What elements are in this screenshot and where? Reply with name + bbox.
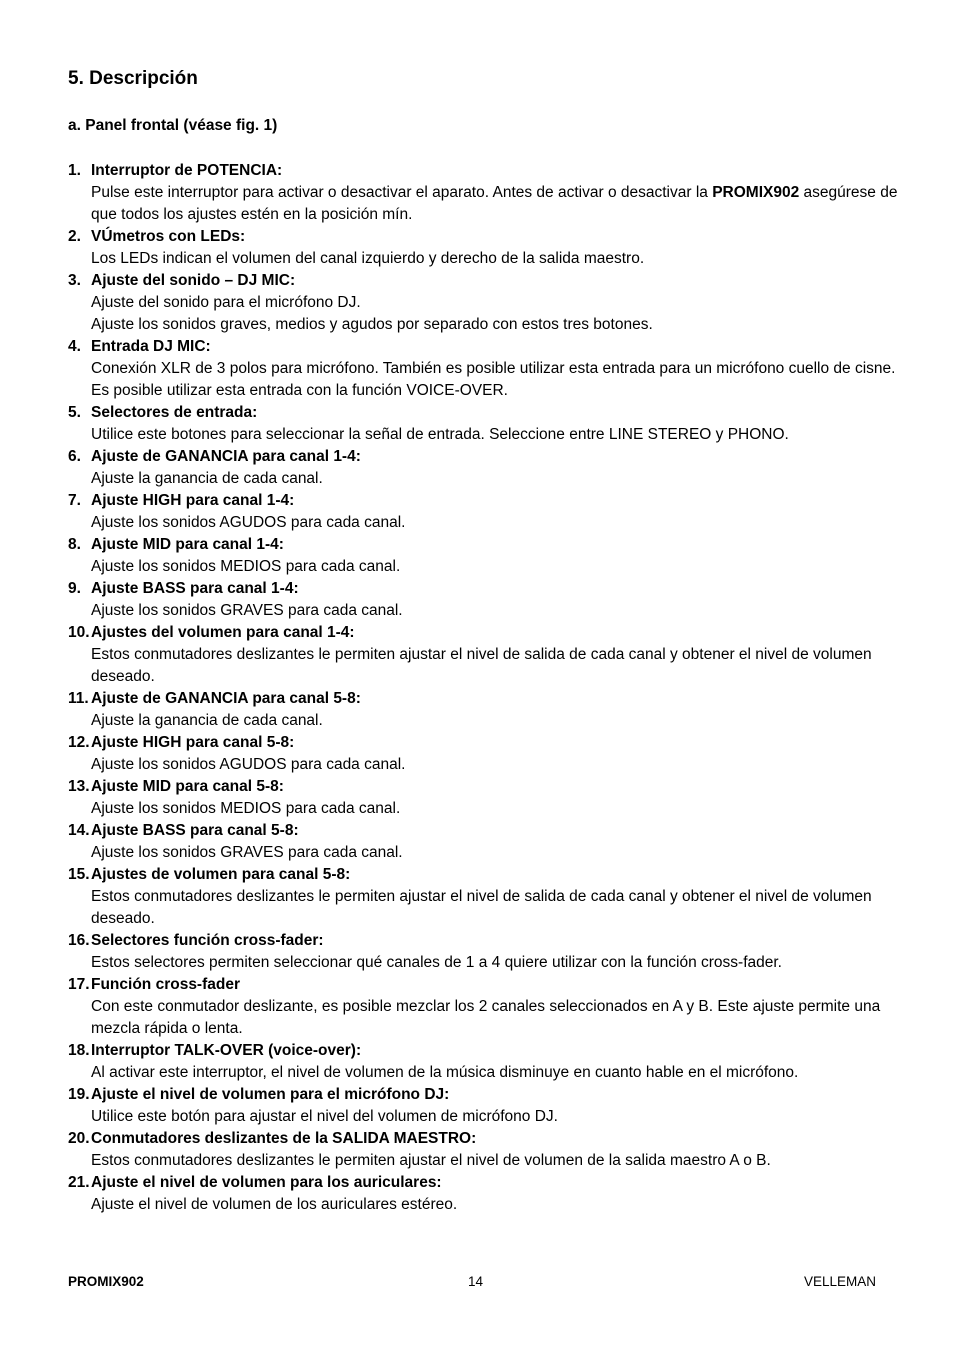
item-heading: Función cross-fader — [91, 976, 240, 993]
item-number: 16. — [68, 932, 90, 949]
item-number: 5. — [68, 404, 81, 421]
list-item — [68, 270, 898, 336]
list-item — [68, 622, 898, 688]
item-description — [91, 182, 898, 226]
item-heading: Ajuste MID para canal 1-4: — [91, 536, 284, 553]
item-heading: Ajuste de GANANCIA para canal 5-8: — [91, 690, 361, 707]
item-number: 19. — [68, 1086, 90, 1103]
item-heading: Entrada DJ MIC: — [91, 338, 211, 355]
item-number: 14. — [68, 822, 90, 839]
item-description: Ajuste los sonidos MEDIOS para cada canal. — [91, 558, 401, 575]
item-description: Utilice este botón para ajustar el nivel del volumen de micrófono DJ. — [91, 1108, 558, 1125]
item-heading: VÚmetros con LEDs: — [91, 228, 246, 245]
item-number: 4. — [68, 338, 81, 355]
item-number: 6. — [68, 448, 81, 465]
footer-page-number: 14 — [468, 1274, 484, 1289]
list-item — [68, 732, 898, 776]
list-item — [68, 490, 898, 534]
item-heading: Ajuste BASS para canal 1-4: — [91, 580, 299, 597]
product-name: PROMIX902 — [712, 184, 800, 201]
item-number: 15. — [68, 866, 90, 883]
item-description: Los LEDs indican el volumen del canal izquierdo y derecho de la salida maestro. — [91, 250, 645, 267]
item-description: Ajuste los sonidos MEDIOS para cada canal. — [91, 800, 401, 817]
item-heading: Interruptor de POTENCIA: — [91, 162, 283, 179]
list-item — [68, 578, 898, 622]
item-heading: Ajuste HIGH para canal 1-4: — [91, 492, 295, 509]
item-description: Estos conmutadores deslizantes le permiten ajustar el nivel de salida de cada canal y obtener el nivel de volumen deseado. — [91, 888, 872, 927]
item-description: Ajuste del sonido para el micrófono DJ. — [91, 294, 361, 311]
list-item — [68, 534, 898, 578]
item-number: 21. — [68, 1174, 90, 1191]
list-item — [68, 930, 898, 974]
item-description: Ajuste los sonidos graves, medios y agudos por separado con estos tres botones. — [91, 316, 653, 333]
page-title: 5. Descripción — [68, 68, 198, 89]
item-description: Al activar este interruptor, el nivel de volumen de la música disminuye en cuanto hable en el micrófono. — [91, 1064, 799, 1081]
footer-model: PROMIX902 — [68, 1274, 144, 1289]
item-heading: Ajuste HIGH para canal 5-8: — [91, 734, 295, 751]
item-heading: Conmutadores deslizantes de la SALIDA MAESTRO: — [91, 1130, 477, 1147]
list-item — [68, 226, 898, 270]
list-item — [68, 1172, 898, 1216]
item-description: Es posible utilizar esta entrada con la función VOICE-OVER. — [91, 382, 508, 399]
item-description: Utilice este botones para seleccionar la señal de entrada. Seleccione entre LINE STEREO y PHONO. — [91, 426, 789, 443]
list-item — [68, 1128, 898, 1172]
item-number: 2. — [68, 228, 81, 245]
item-heading: Ajuste el nivel de volumen para los auriculares: — [91, 1174, 442, 1191]
item-description: Ajuste los sonidos GRAVES para cada canal. — [91, 844, 403, 861]
description-list — [68, 160, 898, 1216]
list-item — [68, 446, 898, 490]
item-number: 1. — [68, 162, 81, 179]
item-description: Ajuste la ganancia de cada canal. — [91, 470, 323, 487]
item-heading: Ajustes de volumen para canal 5-8: — [91, 866, 351, 883]
list-item — [68, 820, 898, 864]
item-heading: Ajuste BASS para canal 5-8: — [91, 822, 299, 839]
item-heading: Ajuste MID para canal 5-8: — [91, 778, 284, 795]
list-item — [68, 776, 898, 820]
item-description: Estos conmutadores deslizantes le permiten ajustar el nivel de volumen de la salida maestro A o B. — [91, 1152, 771, 1169]
footer-brand: VELLEMAN — [803, 1274, 876, 1289]
item-number: 3. — [68, 272, 81, 289]
item-heading: Ajuste el nivel de volumen para el micrófono DJ: — [91, 1086, 450, 1103]
item-number: 18. — [68, 1042, 90, 1059]
item-description: Ajuste los sonidos AGUDOS para cada canal. — [91, 514, 406, 531]
list-item — [68, 974, 898, 1040]
item-heading: Selectores de entrada: — [91, 404, 258, 421]
description-text: asegúrese de que todos los ajustes estén en la posición mín. — [91, 184, 898, 223]
item-description: Con este conmutador deslizante, es posible mezclar los 2 canales seleccionados en A y B. Este ajuste permite una mezcla rápida o lenta. — [91, 998, 881, 1037]
item-number: 9. — [68, 580, 81, 597]
item-description: Estos selectores permiten seleccionar qué canales de 1 a 4 quiere utilizar con la función cross-fader. — [91, 954, 782, 971]
item-heading: Interruptor TALK-OVER (voice-over): — [91, 1042, 362, 1059]
item-description: Ajuste la ganancia de cada canal. — [91, 712, 323, 729]
item-number: 17. — [68, 976, 90, 993]
item-description: Estos conmutadores deslizantes le permiten ajustar el nivel de salida de cada canal y obtener el nivel de volumen deseado. — [91, 646, 872, 685]
item-heading: Ajuste de GANANCIA para canal 1-4: — [91, 448, 361, 465]
subsection-heading: a. Panel frontal (véase fig. 1) — [68, 117, 278, 134]
item-number: 12. — [68, 734, 90, 751]
item-description: Ajuste los sonidos GRAVES para cada canal. — [91, 602, 403, 619]
list-item — [68, 336, 898, 402]
item-number: 7. — [68, 492, 81, 509]
list-item — [68, 402, 898, 446]
item-heading: Ajustes del volumen para canal 1-4: — [91, 624, 355, 641]
list-item — [68, 160, 898, 226]
item-description: Ajuste el nivel de volumen de los auriculares estéreo. — [91, 1196, 458, 1213]
list-item — [68, 688, 898, 732]
list-item — [68, 1084, 898, 1128]
description-text: Pulse este interruptor para activar o desactivar el aparato. Antes de activar o desactivar la — [91, 184, 713, 201]
item-number: 8. — [68, 536, 81, 553]
item-description: Conexión XLR de 3 polos para micrófono. También es posible utilizar esta entrada para un micrófono cuello de cisne. — [91, 360, 896, 377]
item-number: 11. — [68, 690, 89, 707]
item-number: 20. — [68, 1130, 90, 1147]
item-heading: Ajuste del sonido – DJ MIC: — [91, 272, 296, 289]
list-item — [68, 1040, 898, 1084]
list-item — [68, 864, 898, 930]
item-description: Ajuste los sonidos AGUDOS para cada canal. — [91, 756, 406, 773]
item-heading: Selectores función cross-fader: — [91, 932, 324, 949]
item-number: 10. — [68, 624, 90, 641]
item-number: 13. — [68, 778, 90, 795]
